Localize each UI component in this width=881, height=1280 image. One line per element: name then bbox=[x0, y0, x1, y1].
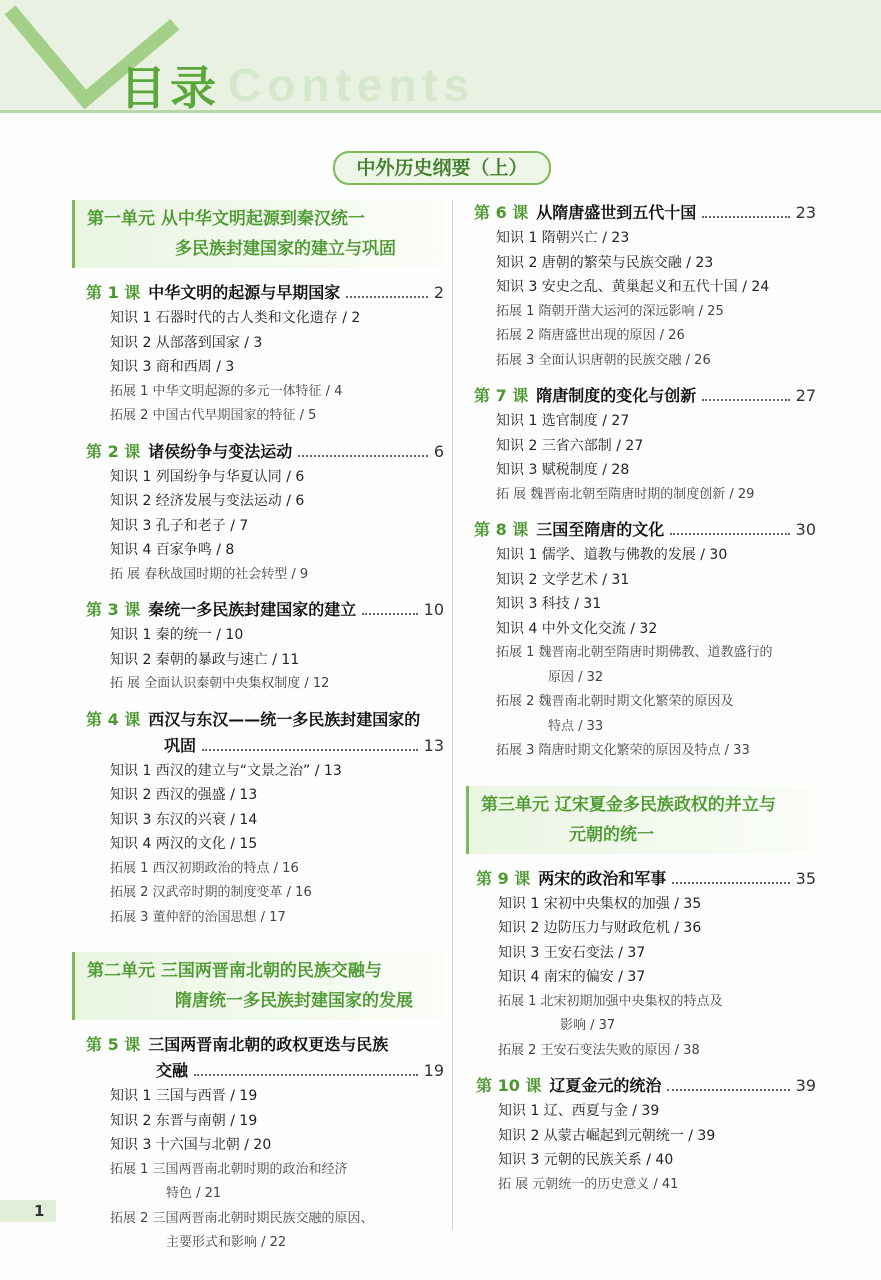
lesson-title: 三国两晋南北朝的政权更迭与民族 bbox=[148, 1035, 389, 1054]
lesson-10 bbox=[466, 1073, 816, 1197]
lesson-number: 第 9 课 bbox=[476, 868, 531, 888]
toc-item-extension[interactable] bbox=[496, 690, 816, 739]
toc-item[interactable]: 知识 3 王安石变法 / 37 bbox=[498, 944, 646, 961]
toc-item-line: 拓展 2 三国两晋南北朝时期民族交融的原因、 bbox=[110, 1210, 374, 1226]
toc-item[interactable]: 知识 2 唐朝的繁荣与民族交融 / 23 bbox=[496, 254, 714, 271]
lesson-heading[interactable] bbox=[476, 1073, 816, 1099]
left-column bbox=[72, 200, 444, 1256]
lesson-heading[interactable] bbox=[86, 597, 444, 623]
leader-dots bbox=[194, 1074, 418, 1076]
page-number-tab bbox=[0, 1200, 56, 1222]
unit-1-heading[interactable] bbox=[72, 200, 444, 268]
page-number: 35 bbox=[795, 868, 816, 888]
leader-dots bbox=[672, 882, 789, 884]
leader-dots bbox=[702, 399, 789, 401]
page-number: 2 bbox=[433, 283, 444, 302]
toc-item[interactable]: 知识 1 秦的统一 / 10 bbox=[110, 627, 244, 643]
page-number: 13 bbox=[423, 735, 444, 755]
toc-item-extension[interactable]: 拓展 1 隋朝开凿大运河的深远影响 / 25 bbox=[496, 303, 724, 319]
page-number: 30 bbox=[795, 520, 816, 539]
lesson-title: 辽夏金元的统治 bbox=[549, 1076, 662, 1095]
toc-item-extension[interactable]: 拓 展 魏晋南北朝至隋唐时期的制度创新 / 29 bbox=[496, 486, 755, 502]
unit-3-heading[interactable] bbox=[466, 786, 816, 854]
toc-item-line: 拓展 2 魏晋南北朝时期文化繁荣的原因及 bbox=[496, 694, 734, 709]
unit-title: 第一单元 从中华文明起源到秦汉统一 bbox=[87, 209, 365, 229]
toc-item[interactable]: 知识 4 中外文化交流 / 32 bbox=[496, 620, 658, 637]
right-column bbox=[466, 200, 816, 1197]
toc-item[interactable]: 知识 2 经济发展与变法运动 / 6 bbox=[110, 493, 305, 509]
toc-item[interactable]: 知识 1 宋初中央集权的加强 / 35 bbox=[498, 895, 702, 912]
lesson-title-continued: 交融 bbox=[156, 1061, 189, 1080]
toc-item[interactable]: 知识 3 赋税制度 / 28 bbox=[496, 462, 630, 478]
header-watermark: Contents bbox=[228, 59, 476, 111]
lesson-number: 第 2 课 bbox=[86, 441, 141, 461]
leader-dots bbox=[667, 1089, 789, 1091]
page-number: 19 bbox=[423, 1061, 444, 1080]
lesson-number: 第 8 课 bbox=[474, 520, 529, 539]
toc-item[interactable]: 知识 1 西汉的建立与“文景之治” / 13 bbox=[110, 762, 342, 779]
toc-item[interactable]: 知识 3 商和西周 / 3 bbox=[110, 359, 235, 375]
lesson-number: 第 1 课 bbox=[86, 283, 141, 302]
toc-item-line-continued: 原因 / 32 bbox=[548, 669, 604, 685]
footer-page-number: 1 bbox=[34, 1202, 45, 1220]
lesson-1 bbox=[72, 280, 444, 429]
toc-item-extension[interactable] bbox=[496, 641, 816, 690]
toc-item[interactable]: 知识 1 隋朝兴亡 / 23 bbox=[496, 230, 630, 246]
lesson-title: 秦统一多民族封建国家的建立 bbox=[148, 600, 357, 619]
lesson-number: 第 7 课 bbox=[474, 386, 529, 405]
toc-item[interactable]: 知识 2 从蒙古崛起到元朝统一 / 39 bbox=[498, 1127, 716, 1144]
toc-item[interactable]: 知识 4 两汉的文化 / 15 bbox=[110, 836, 258, 852]
unit-title: 第二单元 三国两晋南北朝的民族交融与 bbox=[87, 961, 382, 981]
lesson-heading[interactable] bbox=[476, 866, 816, 892]
toc-item[interactable]: 知识 1 三国与西晋 / 19 bbox=[110, 1088, 258, 1104]
toc-item-line-continued: 影响 / 37 bbox=[560, 1018, 616, 1033]
toc-item-line-continued: 特色 / 21 bbox=[166, 1186, 222, 1201]
toc-item[interactable]: 知识 2 三省六部制 / 27 bbox=[496, 437, 644, 454]
lesson-8 bbox=[466, 517, 816, 764]
lesson-number: 第 10 课 bbox=[476, 1076, 542, 1095]
toc-item[interactable]: 知识 1 列国纷争与华夏认同 / 6 bbox=[110, 468, 305, 485]
toc-item[interactable]: 知识 2 东晋与南朝 / 19 bbox=[110, 1112, 258, 1129]
toc-item[interactable]: 知识 2 从部落到国家 / 3 bbox=[110, 334, 263, 351]
toc-item[interactable]: 知识 2 文学艺术 / 31 bbox=[496, 571, 630, 588]
page-title: 目录 bbox=[120, 61, 220, 115]
toc-item-extension[interactable]: 拓展 3 隋唐时期文化繁荣的原因及特点 / 33 bbox=[496, 743, 750, 758]
unit-2-heading[interactable] bbox=[72, 952, 444, 1020]
leader-dots bbox=[298, 455, 428, 457]
lesson-title: 从隋唐盛世到五代十国 bbox=[536, 203, 697, 222]
leader-dots bbox=[702, 216, 789, 218]
lesson-3 bbox=[72, 597, 444, 697]
lesson-heading[interactable] bbox=[86, 1032, 444, 1058]
lesson-title-continued: 巩固 bbox=[164, 735, 197, 755]
lesson-2 bbox=[72, 439, 444, 588]
unit-subtitle: 元朝的统一 bbox=[569, 824, 654, 845]
toc-item-extension[interactable]: 拓展 3 全面认识唐朝的民族交融 / 26 bbox=[496, 352, 711, 368]
toc-item[interactable]: 知识 1 辽、西夏与金 / 39 bbox=[498, 1103, 660, 1119]
lesson-5 bbox=[72, 1032, 444, 1256]
toc-item[interactable]: 知识 3 十六国与北朝 / 20 bbox=[110, 1137, 272, 1153]
toc-item[interactable]: 知识 1 选官制度 / 27 bbox=[496, 413, 630, 429]
lesson-9 bbox=[466, 866, 816, 1064]
leader-dots bbox=[670, 533, 789, 535]
toc-item-line-continued: 主要形式和影响 / 22 bbox=[166, 1235, 287, 1250]
page-number: 27 bbox=[795, 386, 816, 405]
toc-item-extension[interactable]: 拓展 1 中华文明起源的多元一体特征 / 4 bbox=[110, 383, 343, 399]
lesson-heading-continued[interactable] bbox=[156, 1058, 444, 1084]
unit-subtitle: 多民族封建国家的建立与巩固 bbox=[175, 239, 396, 259]
lesson-heading[interactable] bbox=[474, 517, 816, 543]
page-number: 6 bbox=[433, 441, 444, 461]
lesson-title: 中华文明的起源与早期国家 bbox=[148, 283, 341, 302]
lesson-number: 第 3 课 bbox=[86, 600, 141, 619]
page-number: 39 bbox=[795, 1076, 816, 1095]
toc-item[interactable]: 知识 2 秦朝的暴政与速亡 / 11 bbox=[110, 651, 300, 668]
page-number: 23 bbox=[795, 203, 816, 222]
toc-item-extension[interactable]: 拓展 2 中国古代早期国家的特征 / 5 bbox=[110, 408, 317, 423]
leader-dots bbox=[362, 613, 417, 615]
unit-title: 第三单元 辽宋夏金多民族政权的并立与 bbox=[481, 794, 776, 815]
toc-item-line: 拓展 1 三国两晋南北朝时期的政治和经济 bbox=[110, 1161, 348, 1177]
toc-item-extension[interactable]: 拓展 2 隋唐盛世出现的原因 / 26 bbox=[496, 328, 685, 343]
page-number: 10 bbox=[423, 600, 444, 619]
toc-item-extension[interactable]: 拓 展 全面认识秦朝中央集权制度 / 12 bbox=[110, 676, 330, 691]
lesson-title: 诸侯纷争与变法运动 bbox=[148, 441, 293, 461]
toc-item[interactable]: 知识 3 孔子和老子 / 7 bbox=[110, 517, 249, 534]
toc-item[interactable]: 知识 3 元朝的民族关系 / 40 bbox=[498, 1152, 674, 1168]
toc-item-line-continued: 特点 / 33 bbox=[548, 718, 604, 734]
lesson-7 bbox=[466, 383, 816, 507]
column-divider bbox=[452, 200, 453, 1230]
toc-item-extension[interactable] bbox=[110, 1207, 444, 1256]
lesson-title: 隋唐制度的变化与创新 bbox=[536, 386, 697, 405]
lesson-title: 两宋的政治和军事 bbox=[538, 868, 667, 888]
toc-item[interactable]: 知识 3 科技 / 31 bbox=[496, 596, 602, 612]
lesson-heading[interactable] bbox=[474, 383, 816, 409]
toc-item-extension[interactable]: 拓展 3 董仲舒的治国思想 / 17 bbox=[110, 909, 286, 925]
toc-item-extension[interactable]: 拓展 2 汉武帝时期的制度变革 / 16 bbox=[110, 885, 312, 900]
toc-item-line: 拓展 1 北宋初期加强中央集权的特点及 bbox=[498, 993, 723, 1009]
lesson-heading[interactable] bbox=[86, 280, 444, 306]
toc-item-extension[interactable]: 拓 展 元朝统一的历史意义 / 41 bbox=[498, 1176, 679, 1192]
lesson-heading-continued[interactable] bbox=[164, 733, 444, 759]
toc-item-extension[interactable] bbox=[498, 990, 816, 1039]
lesson-4 bbox=[72, 707, 444, 931]
section-banner: 中外历史纲要（上） bbox=[333, 151, 551, 185]
lesson-heading[interactable] bbox=[86, 707, 444, 733]
toc-item[interactable]: 知识 3 安史之乱、黄巢起义和五代十国 / 24 bbox=[496, 279, 770, 295]
toc-item[interactable]: 知识 2 西汉的强盛 / 13 bbox=[110, 787, 258, 803]
lesson-number: 第 6 课 bbox=[474, 203, 529, 222]
lesson-6 bbox=[466, 200, 816, 373]
lesson-heading[interactable] bbox=[474, 200, 816, 226]
toc-item[interactable]: 知识 4 南宋的偏安 / 37 bbox=[498, 969, 646, 985]
toc-item-extension[interactable] bbox=[110, 1158, 444, 1207]
toc-item-extension[interactable]: 拓 展 春秋战国时期的社会转型 / 9 bbox=[110, 566, 309, 582]
leader-dots bbox=[346, 296, 428, 298]
lesson-heading[interactable] bbox=[86, 439, 444, 465]
unit-subtitle: 隋唐统一多民族封建国家的发展 bbox=[175, 991, 413, 1011]
lesson-number: 第 4 课 bbox=[86, 709, 141, 729]
toc-item[interactable]: 知识 3 东汉的兴衰 / 14 bbox=[110, 811, 258, 828]
lesson-title: 西汉与东汉——统一多民族封建国家的 bbox=[148, 709, 421, 729]
toc-item[interactable]: 知识 1 石器时代的古人类和文化遗存 / 2 bbox=[110, 310, 361, 326]
toc-item[interactable]: 知识 2 边防压力与财政危机 / 36 bbox=[498, 920, 702, 936]
toc-item-extension[interactable]: 拓展 1 西汉初期政治的特点 / 16 bbox=[110, 860, 299, 876]
toc-item-line: 拓展 1 魏晋南北朝至隋唐时期佛教、道教盛行的 bbox=[496, 645, 773, 660]
leader-dots bbox=[202, 749, 418, 751]
toc-item[interactable]: 知识 4 百家争鸣 / 8 bbox=[110, 542, 235, 558]
lesson-number: 第 5 课 bbox=[86, 1035, 141, 1054]
toc-item-extension[interactable]: 拓展 2 王安石变法失败的原因 / 38 bbox=[498, 1042, 700, 1058]
lesson-title: 三国至隋唐的文化 bbox=[536, 520, 665, 539]
toc-item[interactable]: 知识 1 儒学、道教与佛教的发展 / 30 bbox=[496, 547, 728, 563]
